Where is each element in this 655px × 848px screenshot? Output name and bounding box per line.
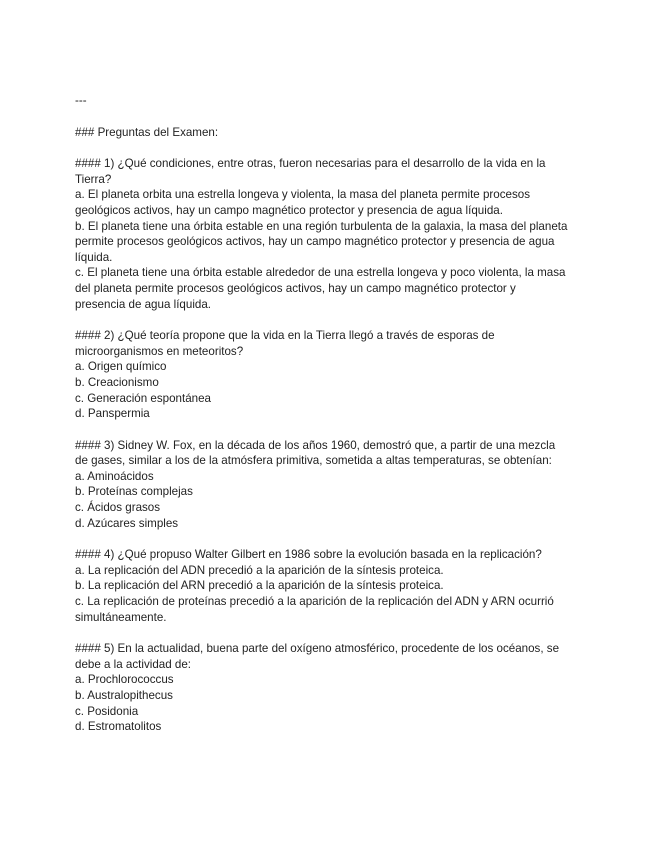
question-line: #### 5) En la actualidad, buena parte del oxígeno atmosférico, procedente de los océanos, se <box>75 642 560 656</box>
document-page <box>75 93 585 735</box>
option-line: geológicos activos, hay un campo magnético protector y presencia de agua líquida. <box>75 203 503 217</box>
option-line: a. Aminoácidos <box>75 469 154 483</box>
question-2 <box>75 328 585 422</box>
option-line: b. El planeta tiene una órbita estable en una región turbulenta de la galaxia, la masa del planeta <box>75 219 568 233</box>
option-line: c. El planeta tiene una órbita estable alrededor de una estrella longeva y poco violenta, la masa <box>75 266 566 280</box>
option-line: d. Panspermia <box>75 407 150 421</box>
question-line: microorganismos en meteoritos? <box>75 344 244 358</box>
spacer <box>75 625 585 641</box>
option-line: del planeta permite procesos geológicos activos, hay un campo magnético protector y <box>75 281 516 295</box>
option-line: simultáneamente. <box>75 610 167 624</box>
option-line: presencia de agua líquida. <box>75 297 212 311</box>
spacer <box>75 531 585 547</box>
spacer <box>75 312 585 328</box>
option-line: d. Estromatolitos <box>75 720 162 734</box>
question-line: #### 3) Sidney W. Fox, en la década de los años 1960, demostró que, a partir de una mezcla <box>75 438 556 452</box>
option-line: permite procesos geológicos activos, hay un campo magnético protector y presencia de agua <box>75 235 555 249</box>
option-line: c. Generación espontánea <box>75 391 212 405</box>
option-line: líquida. <box>75 250 113 264</box>
option-line: b. Creacionismo <box>75 375 159 389</box>
separator: --- <box>75 94 87 107</box>
question-line: #### 2) ¿Qué teoría propone que la vida en la Tierra llegó a través de esporas de <box>75 329 495 343</box>
option-line: c. Posidonia <box>75 704 139 718</box>
question-line: #### 1) ¿Qué condiciones, entre otras, fueron necesarias para el desarrollo de la vida en la <box>75 157 546 171</box>
option-line: c. Ácidos grasos <box>75 501 161 515</box>
question-1 <box>75 156 585 312</box>
spacer <box>75 140 585 156</box>
spacer <box>75 109 585 125</box>
option-line: c. La replicación de proteínas precedió a la aparición de la replicación del ADN y ARN ocurrió <box>75 595 554 609</box>
question-5 <box>75 641 585 735</box>
option-line: b. Australopithecus <box>75 689 173 702</box>
question-line: #### 4) ¿Qué propuso Walter Gilbert en 1986 sobre la evolución basada en la replicación? <box>75 548 542 562</box>
option-line: a. El planeta orbita una estrella longeva y violenta, la masa del planeta permite procesos <box>75 188 531 202</box>
spacer <box>75 422 585 438</box>
question-line: debe a la actividad de: <box>75 657 192 671</box>
question-line: de gases, similar a los de la atmósfera primitiva, sometida a altas temperaturas, se obtenían: <box>75 454 552 468</box>
question-line: Tierra? <box>75 172 112 186</box>
option-line: a. Prochlorococcus <box>75 673 174 687</box>
option-line: b. Proteínas complejas <box>75 485 193 499</box>
option-line: b. La replicación del ARN precedió a la aparición de la síntesis proteica. <box>75 579 444 593</box>
question-3 <box>75 438 585 532</box>
option-line: a. La replicación del ADN precedió a la aparición de la síntesis proteica. <box>75 563 444 577</box>
section-title: ### Preguntas del Examen: <box>75 125 219 139</box>
option-line: d. Azúcares simples <box>75 516 179 530</box>
question-4 <box>75 547 585 625</box>
option-line: a. Origen químico <box>75 360 167 374</box>
